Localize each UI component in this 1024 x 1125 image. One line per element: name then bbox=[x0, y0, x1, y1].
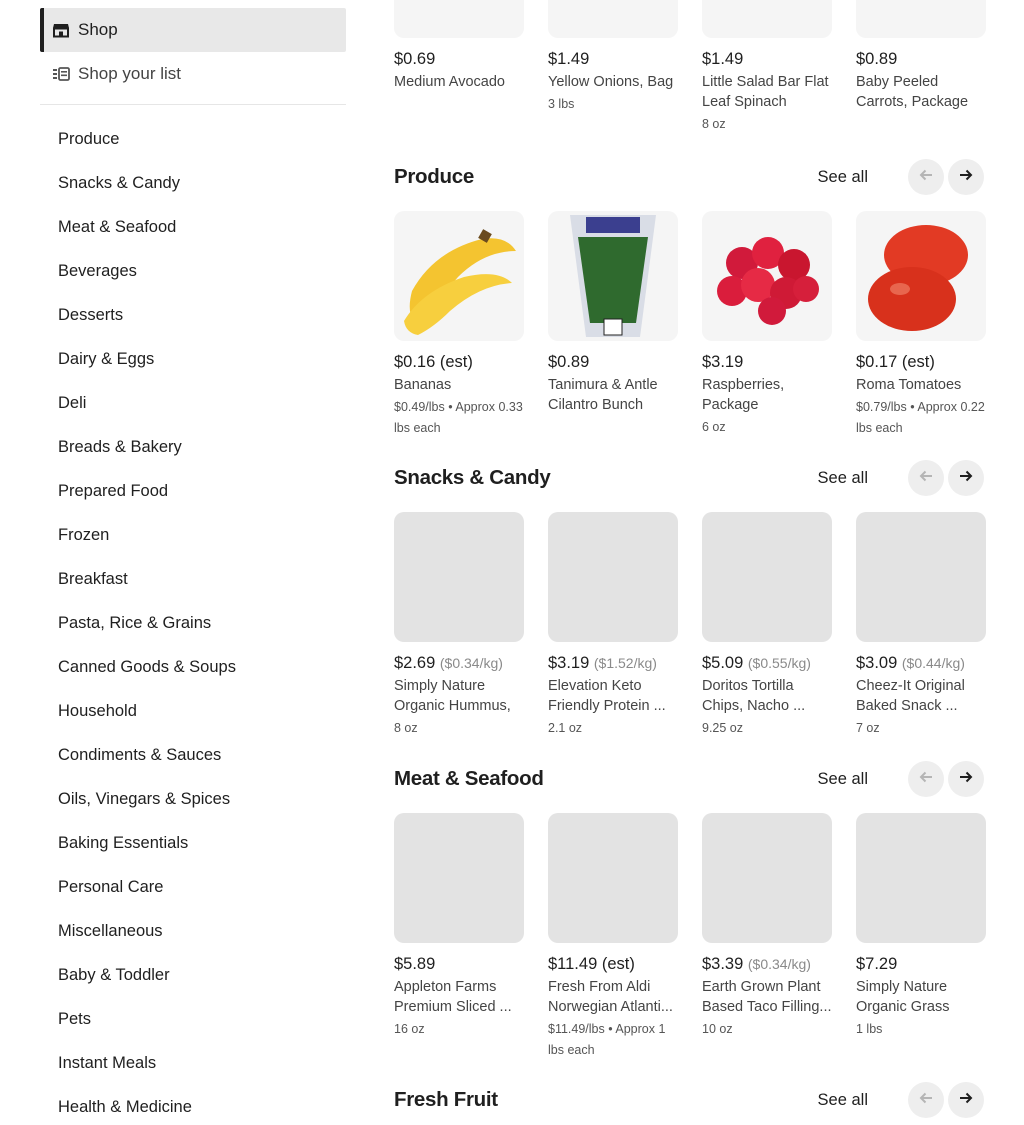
carousel-prev-button[interactable] bbox=[908, 159, 944, 195]
product-size: 3 lbs bbox=[548, 97, 575, 111]
product-image[interactable] bbox=[856, 211, 986, 341]
product-image[interactable] bbox=[548, 211, 678, 341]
product-size: $0.79/lbs • Approx 0.22 lbs each bbox=[856, 400, 985, 435]
product-price bbox=[548, 653, 678, 673]
product-name[interactable]: Earth Grown Plant Based Taco Filling... bbox=[702, 979, 832, 1015]
product-image[interactable] bbox=[702, 0, 832, 38]
product-image[interactable] bbox=[702, 813, 832, 943]
sidebar-category-frozen[interactable]: Frozen bbox=[58, 525, 110, 544]
section-title: Snacks & Candy bbox=[394, 466, 551, 489]
product-name[interactable]: Baby Peeled Carrots, Package bbox=[856, 74, 969, 110]
product-price-value: $3.09 bbox=[856, 654, 898, 672]
section-meat-and-seafood bbox=[394, 759, 984, 1061]
product-card[interactable] bbox=[394, 512, 524, 739]
arrow-right-icon bbox=[958, 468, 974, 489]
product-name[interactable]: Medium Avocado bbox=[394, 74, 505, 90]
product-image[interactable] bbox=[702, 512, 832, 642]
product-unit-price: ($0.34/kg) bbox=[747, 956, 811, 972]
product-card[interactable] bbox=[548, 512, 678, 739]
product-name[interactable]: Raspberries, Package bbox=[702, 377, 785, 413]
category-list bbox=[40, 117, 346, 1125]
nav-shop-label: Shop bbox=[78, 20, 118, 39]
arrow-left-icon bbox=[918, 167, 934, 188]
product-size: 6 oz bbox=[702, 420, 726, 434]
product-image[interactable] bbox=[394, 0, 524, 38]
product-price bbox=[394, 49, 524, 69]
sidebar-category-personal-care[interactable]: Personal Care bbox=[58, 877, 164, 896]
section-title: Meat & Seafood bbox=[394, 767, 544, 790]
product-name[interactable]: Cheez-It Original Baked Snack ... bbox=[856, 678, 965, 714]
product-price bbox=[856, 954, 986, 974]
product-price bbox=[856, 49, 986, 69]
product-price-value: $0.16 (est) bbox=[394, 353, 473, 371]
product-name[interactable]: Bananas bbox=[394, 377, 452, 393]
carousel-controls bbox=[818, 1082, 984, 1118]
sidebar-category-meat-and-seafood[interactable]: Meat & Seafood bbox=[58, 217, 177, 236]
product-name[interactable]: Simply Nature Organic Hummus, bbox=[394, 678, 511, 714]
carousel-controls bbox=[818, 761, 984, 797]
product-image[interactable] bbox=[548, 0, 678, 38]
product-card[interactable] bbox=[856, 211, 986, 439]
product-carousel bbox=[394, 813, 984, 1061]
product-price bbox=[394, 352, 524, 372]
product-image[interactable] bbox=[702, 211, 832, 341]
product-image[interactable] bbox=[394, 813, 524, 943]
product-price bbox=[394, 653, 524, 673]
product-price bbox=[548, 954, 678, 974]
product-card[interactable] bbox=[548, 0, 678, 135]
product-price-value: $2.69 bbox=[394, 654, 436, 672]
product-price-value: $1.49 bbox=[702, 50, 744, 68]
section-header bbox=[394, 458, 984, 498]
product-price bbox=[856, 352, 986, 372]
arrow-right-icon bbox=[958, 769, 974, 790]
product-name[interactable]: Appleton Farms Premium Sliced ... bbox=[394, 979, 512, 1015]
sidebar-category-deli[interactable]: Deli bbox=[58, 393, 87, 412]
product-price-value: $3.39 bbox=[702, 955, 744, 973]
product-card[interactable] bbox=[702, 512, 832, 739]
product-carousel bbox=[394, 512, 984, 739]
product-image[interactable] bbox=[394, 211, 524, 341]
sidebar-category-desserts[interactable]: Desserts bbox=[58, 305, 124, 324]
sidebar-divider bbox=[40, 104, 346, 105]
product-price bbox=[702, 49, 832, 69]
product-image[interactable] bbox=[856, 0, 986, 38]
see-all-link[interactable]: See all bbox=[817, 769, 868, 788]
carousel-prev-button[interactable] bbox=[908, 460, 944, 496]
section-title: Fresh Fruit bbox=[394, 1088, 498, 1111]
product-unit-price: ($1.52/kg) bbox=[593, 655, 657, 671]
product-size: 7 oz bbox=[856, 721, 880, 735]
see-all-link[interactable]: See all bbox=[817, 1090, 868, 1109]
product-image[interactable] bbox=[856, 512, 986, 642]
section-snacks-and-candy bbox=[394, 458, 984, 739]
product-price-value: $7.29 bbox=[856, 955, 898, 973]
arrow-left-icon bbox=[918, 468, 934, 489]
product-card[interactable] bbox=[394, 813, 524, 1061]
sidebar-category-dairy-and-eggs[interactable]: Dairy & Eggs bbox=[58, 349, 155, 368]
product-size: $11.49/lbs • Approx 1 lbs each bbox=[548, 1022, 666, 1057]
product-name[interactable]: Fresh From Aldi Norwegian Atlanti... bbox=[548, 979, 673, 1015]
product-name[interactable]: Doritos Tortilla Chips, Nacho ... bbox=[702, 678, 806, 714]
product-price-value: $0.89 bbox=[856, 50, 898, 68]
product-size: 8 oz bbox=[394, 721, 418, 735]
sidebar-category-oils-vinegars-and-spices[interactable]: Oils, Vinegars & Spices bbox=[58, 789, 231, 808]
product-size: 1 lbs bbox=[856, 1022, 883, 1036]
arrow-right-icon bbox=[958, 167, 974, 188]
carousel-next-button[interactable] bbox=[948, 1082, 984, 1118]
section-header bbox=[394, 759, 984, 799]
product-name[interactable]: Simply Nature Organic Grass bbox=[856, 979, 950, 1015]
product-image[interactable] bbox=[548, 512, 678, 642]
product-price-value: $11.49 (est) bbox=[548, 955, 635, 973]
arrow-left-icon bbox=[918, 769, 934, 790]
carousel-controls bbox=[818, 159, 984, 195]
see-all-link[interactable]: See all bbox=[817, 468, 868, 487]
sidebar bbox=[40, 8, 346, 1125]
product-size: 2.1 oz bbox=[548, 721, 583, 735]
product-price-value: $0.89 bbox=[548, 353, 590, 371]
product-price bbox=[702, 653, 832, 673]
sidebar-category-produce[interactable]: Produce bbox=[58, 129, 120, 148]
sidebar-category-miscellaneous[interactable]: Miscellaneous bbox=[58, 921, 163, 940]
product-name[interactable]: Roma Tomatoes bbox=[856, 377, 962, 393]
list-icon bbox=[52, 65, 70, 83]
product-unit-price: ($0.34/kg) bbox=[439, 655, 503, 671]
product-price bbox=[548, 49, 678, 69]
sidebar-category-beverages[interactable]: Beverages bbox=[58, 261, 137, 280]
arrow-right-icon bbox=[958, 1090, 974, 1111]
carousel-next-button[interactable] bbox=[948, 159, 984, 195]
nav-shop-your-list[interactable] bbox=[40, 52, 346, 96]
sidebar-category-pets[interactable]: Pets bbox=[58, 1009, 92, 1028]
carousel-prev-button[interactable] bbox=[908, 761, 944, 797]
sidebar-category-condiments-and-sauces[interactable]: Condiments & Sauces bbox=[58, 745, 222, 764]
sidebar-category-snacks-and-candy[interactable]: Snacks & Candy bbox=[58, 173, 180, 192]
product-card[interactable] bbox=[548, 211, 678, 439]
product-price-value: $3.19 bbox=[702, 353, 744, 371]
product-price-value: $3.19 bbox=[548, 654, 590, 672]
product-size: 10 oz bbox=[702, 1022, 733, 1036]
product-size: 16 oz bbox=[394, 1022, 425, 1036]
carousel-controls bbox=[818, 460, 984, 496]
section-produce bbox=[394, 157, 984, 439]
sidebar-category-canned-goods-and-soups[interactable]: Canned Goods & Soups bbox=[58, 657, 236, 676]
sidebar-category-baby-and-toddler[interactable]: Baby & Toddler bbox=[58, 965, 170, 984]
nav-shop[interactable] bbox=[40, 8, 346, 52]
product-price bbox=[702, 352, 832, 372]
arrow-left-icon bbox=[918, 1090, 934, 1111]
product-price bbox=[856, 653, 986, 673]
product-price-value: $5.09 bbox=[702, 654, 744, 672]
sidebar-category-household[interactable]: Household bbox=[58, 701, 137, 720]
see-all-link[interactable]: See all bbox=[817, 167, 868, 186]
sidebar-category-breads-and-bakery[interactable]: Breads & Bakery bbox=[58, 437, 182, 456]
product-card[interactable] bbox=[856, 813, 986, 1061]
product-carousel bbox=[394, 211, 984, 439]
sidebar-category-breakfast[interactable]: Breakfast bbox=[58, 569, 128, 588]
product-unit-price: ($0.44/kg) bbox=[901, 655, 965, 671]
carousel-next-button[interactable] bbox=[948, 761, 984, 797]
carousel-next-button[interactable] bbox=[948, 460, 984, 496]
product-price-value: $0.69 bbox=[394, 50, 436, 68]
sidebar-category-health-and-medicine[interactable]: Health & Medicine bbox=[58, 1097, 192, 1116]
section-header bbox=[394, 1080, 984, 1120]
product-name[interactable]: Yellow Onions, Bag bbox=[548, 74, 674, 90]
product-image[interactable] bbox=[394, 512, 524, 642]
product-image[interactable] bbox=[856, 813, 986, 943]
product-card[interactable] bbox=[702, 813, 832, 1061]
product-image[interactable] bbox=[548, 813, 678, 943]
product-name[interactable]: Little Salad Bar Flat Leaf Spinach bbox=[702, 74, 829, 110]
product-name[interactable]: Elevation Keto Friendly Protein ... bbox=[548, 678, 666, 714]
product-price bbox=[702, 954, 832, 974]
product-price-value: $0.17 (est) bbox=[856, 353, 935, 371]
carousel-prev-button[interactable] bbox=[908, 1082, 944, 1118]
section-fresh-fruit bbox=[394, 1080, 984, 1125]
sidebar-category-baking-essentials[interactable]: Baking Essentials bbox=[58, 833, 189, 852]
product-price bbox=[548, 352, 678, 372]
sidebar-category-prepared-food[interactable]: Prepared Food bbox=[58, 481, 169, 500]
product-size: 8 oz bbox=[702, 117, 726, 131]
product-price bbox=[394, 954, 524, 974]
product-unit-price: ($0.55/kg) bbox=[747, 655, 811, 671]
sidebar-category-pasta-rice-and-grains[interactable]: Pasta, Rice & Grains bbox=[58, 613, 212, 632]
product-card[interactable] bbox=[702, 0, 832, 135]
product-card[interactable] bbox=[548, 813, 678, 1061]
product-card[interactable] bbox=[856, 512, 986, 739]
product-card[interactable] bbox=[856, 0, 986, 135]
featured-products-row bbox=[394, 0, 986, 135]
nav-shop-your-list-label: Shop your list bbox=[78, 64, 181, 83]
product-price-value: $5.89 bbox=[394, 955, 436, 973]
sidebar-category-instant-meals[interactable]: Instant Meals bbox=[58, 1053, 157, 1072]
product-card[interactable] bbox=[394, 211, 524, 439]
storefront-icon bbox=[52, 21, 70, 39]
product-size: $0.49/lbs • Approx 0.33 lbs each bbox=[394, 400, 523, 435]
product-name[interactable]: Tanimura & Antle Cilantro Bunch bbox=[548, 377, 658, 413]
product-card[interactable] bbox=[702, 211, 832, 439]
product-card[interactable] bbox=[394, 0, 524, 135]
section-title: Produce bbox=[394, 165, 474, 188]
product-price-value: $1.49 bbox=[548, 50, 590, 68]
section-header bbox=[394, 157, 984, 197]
product-size: 9.25 oz bbox=[702, 721, 744, 735]
